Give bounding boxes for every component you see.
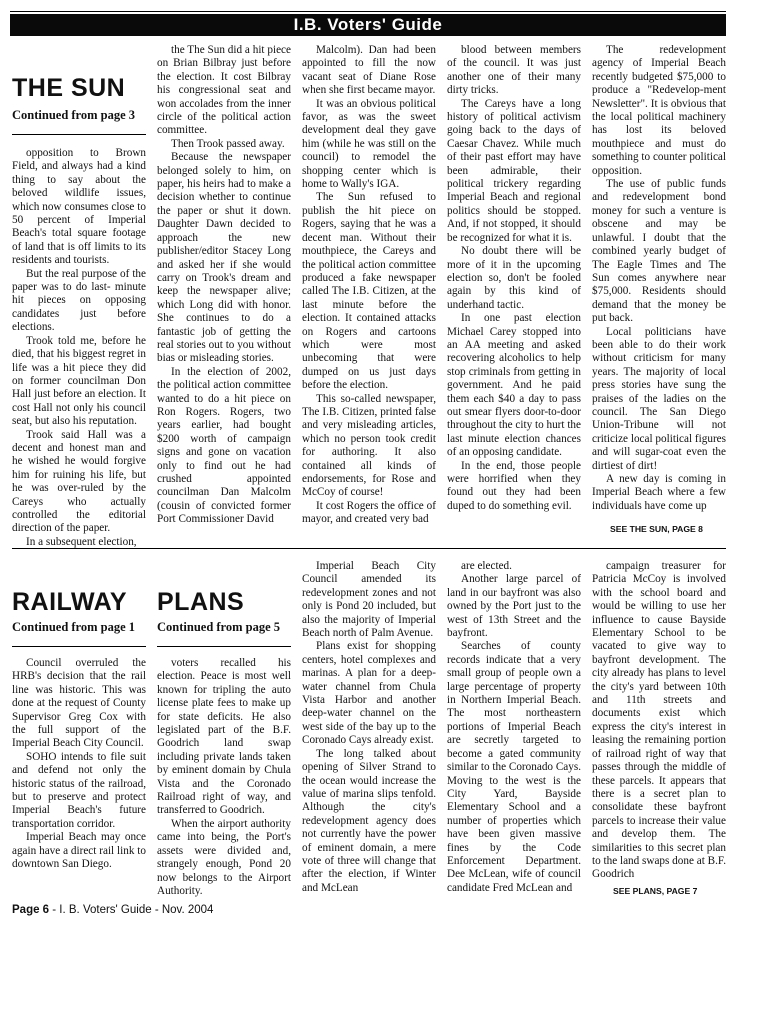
paragraph: Imperial Beach City Council amended its redevelopment zones and not only is Pond 20 included, but also the majority of Imperial Beach north of Palm Avenue. bbox=[302, 560, 436, 640]
paragraph: In the election of 2002, the political action committee wanted to do a hit piece on Ron Rogers. Rogers, two years earlier, had bought $200 worth of campaign signs and gone on vacation only to find out he had crushed appointed councilman Dan Malcolm (cousin of convicted former Port Commissioner David bbox=[157, 365, 291, 526]
paragraph: Because the newspaper belonged solely to him, on paper, his heirs had to make a decision whether to continue the paper or shut it down. Daughter Dawn decided to approach the new publisher/editor Stacey Long and asked her if she would carry on Trook's dream and keep the newspaper alive; which Long did with honor. She continues to do a fantastic job of getting the real stories out to you without bias or misleading stories. bbox=[157, 151, 291, 365]
paragraph: Local politicians have been able to do their work without criticism for many years. The majority of local press stories have sung the praises of the ladies on the council. The San Diego Union-Tribune will not criticize local political figures and will sugar-coat even the dirtiest of dirt! bbox=[592, 325, 726, 472]
footer-page-number: Page 6 bbox=[12, 904, 50, 916]
sun-column-2 bbox=[157, 44, 291, 535]
paragraph: The Sun refused to publish the hit piece on Rogers, saying that he was a decent man. Without their mouthpiece, the Careys and the political action committee produced a fake newspaper called The I.B. Citizen, at the last minute before the election. It contained attacks on Rogers and cartoons which were most unbecoming that were dumped on us just days before the election. bbox=[302, 191, 436, 392]
paragraph: When the airport authority came into being, the Port's assets were divided and, strangely enough, Pond 20 now belongs to the Airport Authority. bbox=[157, 817, 291, 897]
sun-column-4 bbox=[447, 44, 581, 535]
plans-column-5 bbox=[592, 560, 726, 884]
paragraph: campaign treasurer for Patricia McCoy is involved with the school board and would be willing to use her influence to cause Bayside Elementary School to be vacated to give way to bayfront development. The city already has plans to level the city's yard between 10th and 11th streets and documents exist which express the city's interest in leasing the remaining portion of railroad right of way that passes through the middle of these parcels. It appears that there is a secret plan to consolidate these bayfront parcels to increase their value and develop them. The similarities to this secret plan to the land swaps done at B.F. Goodrich bbox=[592, 560, 726, 881]
plans-headline: PLANS bbox=[157, 588, 245, 616]
paragraph: Trook said Hall was a decent and honest man and he wished he would forgive him for ruining his life, but he was over-ruled by the Careys who actually controlled the editorial direction of the paper. bbox=[12, 428, 146, 535]
sun-continued-label: Continued from page 3 bbox=[12, 108, 136, 122]
paragraph: The redevelopment agency of Imperial Beach recently budgeted $75,000 to produce a "Redevelop-ment Newsletter". It is obvious that the local political machinery has lost its beloved mouthpiece and must do something to counter political opposition. bbox=[592, 44, 726, 177]
section-divider bbox=[12, 548, 726, 549]
sun-headline: THE SUN bbox=[12, 74, 126, 102]
paragraph: It cost Rogers the office of mayor, and created very bad bbox=[302, 499, 436, 526]
paragraph: Malcolm). Dan had been appointed to fill the now vacant seat of Diane Rose when she first became mayor. bbox=[302, 44, 436, 97]
paragraph: In one past election Michael Carey stopped into an AA meeting and asked recovering alcoholics to help stop criminals from getting in government. And he paid them each $40 a day to pass out smear flyers door-to-door throughout the city to hurt the last minute election chances of an opposing candidate. bbox=[447, 312, 581, 459]
page-footer bbox=[12, 904, 213, 916]
railway-divider bbox=[12, 646, 146, 647]
sun-column-3 bbox=[302, 44, 436, 535]
paragraph: Plans exist for shopping centers, hotel complexes and marinas. A plan for a deep-water channel from Chula Vista Harbor and another deep-water channel on the west side of the bay up to the Coronado Cays already exist. bbox=[302, 640, 436, 747]
paragraph: Searches of county records indicate that a very small group of people own a large percentage of property in Northern Imperial Beach. The most northeastern portions of Imperial Beach are secretly targeted to become a gated community similar to the Coronado Cays. Moving to the west is the City Yard, Bayside Elementary School and a number of properties which have been given massive fines by the Code Enforcement Department. Dee McLean, wife of council candidate Fred McLean and bbox=[447, 640, 581, 894]
paragraph: are elected. bbox=[461, 560, 512, 572]
plans-see-more: SEE PLANS, PAGE 7 bbox=[613, 886, 698, 896]
plans-divider bbox=[157, 646, 291, 647]
paragraph: But the real purpose of the paper was to do last- minute hit pieces on opposing candidates just before elections. bbox=[12, 267, 146, 334]
plans-continued-label: Continued from page 5 bbox=[157, 620, 281, 634]
paragraph: In the end, those people were horrified when they found out they had been duped to do something evil. bbox=[447, 459, 581, 512]
paragraph: Then Trook passed away. bbox=[171, 137, 285, 150]
sun-column-5 bbox=[592, 44, 726, 522]
sun-see-more: SEE THE SUN, PAGE 8 bbox=[610, 524, 703, 534]
paragraph: Imperial Beach may once again have a direct rail link to downtown San Diego. bbox=[12, 831, 146, 871]
paragraph: The Careys have a long history of political activism going back to the days of Caesar Chavez. While much of their past effort may have been admirable, their political trickery regarding Imperial Beach and regional politics should be stopped. And, if not stopped, it should be recognized for what it is. bbox=[447, 97, 581, 244]
paragraph: It was an obvious political favor, as was the sweet development deal they gave him (while he was still on the council) to remodel the shopping center which is home to Wally's IGA. bbox=[302, 97, 436, 191]
paragraph: voters recalled his election. Peace is most well known for tripling the auto license plate fees to make up for state deficits. He also legislated part of the B.F. Goodrich land swap including private lands taken by eminent domain by Chula Vista and the Coronado Railroad right of way, and transferred to Goodrich. bbox=[157, 657, 291, 817]
paragraph: SOHO intends to file suit and defend not only the historic status of the railroad, but to preserve and protect Imperial Beach's future transportation corridor. bbox=[12, 750, 146, 830]
paragraph: The use of public funds and redevelopment bond money for such a venture is obscene and may be unlawful. I doubt that the combined yearly budget of The Eagle Times and The Sun comes anywhere near $75,000. Residents should demand that the money be put back. bbox=[592, 178, 726, 325]
plans-column-2 bbox=[157, 657, 291, 897]
paragraph: No doubt there will be more of it in the upcoming election so, don't be fooled again by this kind of underhand tactic. bbox=[447, 245, 581, 311]
paragraph: A new day is coming in Imperial Beach where a few individuals have come up bbox=[592, 473, 726, 512]
footer-publication: - I. B. Voters' Guide - Nov. 2004 bbox=[49, 904, 214, 916]
sun-column-1 bbox=[12, 147, 146, 548]
paragraph: Another large parcel of land in our bayfront was also owned by the Port just to the west of 13th Street and the bayfront. bbox=[447, 573, 581, 640]
plans-column-4 bbox=[447, 560, 581, 897]
paragraph: blood between members of the council. It was just another one of their many dirty tricks. bbox=[447, 44, 581, 97]
plans-column-3 bbox=[302, 560, 436, 897]
sun-divider bbox=[12, 134, 146, 135]
page-banner: I.B. Voters' Guide bbox=[10, 14, 726, 36]
paragraph: The long talked about opening of Silver Strand to the ocean would increase the value of marina slips tenfold. Although the city's redevelopment agency does not currently have the power of eminent domain, a mere vote of three will change that after the election, if Winter and McLean bbox=[302, 747, 436, 894]
railway-headline: RAILWAY bbox=[12, 588, 128, 616]
railway-continued-label: Continued from page 1 bbox=[12, 620, 136, 634]
paragraph: In a subsequent election, bbox=[26, 535, 137, 548]
paragraph: Trook told me, before he died, that his biggest regret in life was a hit piece they did on former councilman Don Hall just before an election. It cost Hall not only his council seat, but also his reputation. bbox=[12, 334, 146, 428]
railway-column-1 bbox=[12, 657, 146, 897]
banner-top-rule bbox=[10, 11, 726, 12]
paragraph: This so-called newspaper, The I.B. Citizen, printed false and very misleading articles, which no person took credit for authoring. It also contained all kinds of endorsements, for Rose and McCoy of course! bbox=[302, 392, 436, 499]
paragraph: the The Sun did a hit piece on Brian Bilbray just before the election. It cost Bilbray his congressional seat and won accolades from the inner circle of the political action committee. bbox=[157, 44, 291, 137]
paragraph: Council overruled the HRB's decision that the rail line was historic. This was done at the request of County Supervisor Greg Cox with the full support of the Imperial Beach City Council. bbox=[12, 657, 146, 750]
paragraph: opposition to Brown Field, and always had a kind thing to say about the beloved wildlife issues, which now consumes close to 50 percent of Imperial Beach's total square footage of land that is off limits to its residents and tourists. bbox=[12, 147, 146, 267]
